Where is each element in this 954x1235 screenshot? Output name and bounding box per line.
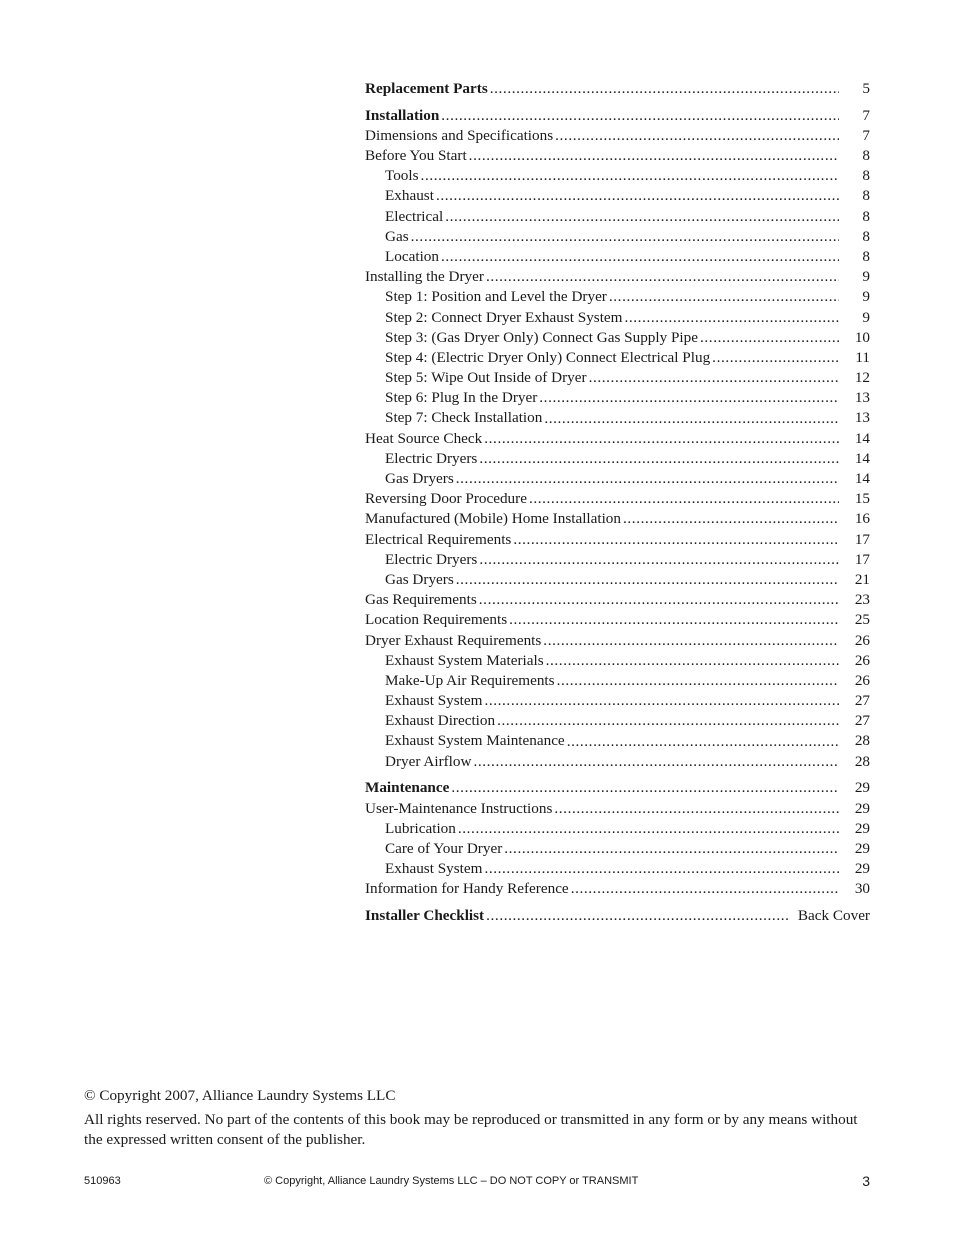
toc-entry	[365, 752, 870, 772]
toc-dot-leader	[554, 799, 839, 819]
toc-entry-title: Electrical Requirements	[365, 530, 512, 548]
toc-entry	[365, 166, 870, 186]
toc-entry	[365, 610, 870, 630]
toc-entry	[365, 530, 870, 550]
toc-entry-page: 17	[854, 550, 870, 568]
toc-entry-title: Reversing Door Procedure	[365, 490, 527, 508]
toc-entry-page: 8	[862, 187, 870, 205]
toc-entry-title: Information for Handy Reference	[365, 880, 569, 898]
toc-entry-page: 29	[854, 819, 870, 837]
toc-dot-leader	[624, 308, 839, 328]
toc-entry	[365, 146, 870, 166]
toc-entry-page: 9	[862, 308, 870, 326]
toc-entry-title: Step 5: Wipe Out Inside of Dryer	[385, 369, 587, 387]
toc-dot-leader	[544, 409, 839, 429]
toc-entry-title: Dimensions and Specifications	[365, 126, 554, 144]
toc-entry-page: 29	[854, 839, 870, 857]
toc-dot-leader	[484, 691, 839, 711]
toc-entry	[365, 227, 870, 247]
toc-entry-title: Gas Requirements	[365, 591, 477, 609]
toc-dot-leader	[436, 186, 839, 206]
toc-entry-page: 14	[854, 429, 870, 447]
toc-entry-title: Dryer Airflow	[385, 752, 472, 770]
toc-entry	[365, 207, 870, 227]
toc-entry-title: Replacement Parts	[365, 79, 488, 97]
toc-entry-title: Exhaust System Maintenance	[385, 732, 565, 750]
toc-entry	[365, 509, 870, 529]
toc-entry	[365, 429, 870, 449]
toc-entry	[365, 287, 870, 307]
toc-dot-leader	[456, 570, 839, 590]
toc-entry-title: Before You Start	[365, 147, 467, 165]
toc-entry	[365, 308, 870, 328]
toc-dot-leader	[557, 671, 839, 691]
toc-entry-title: Installation	[365, 106, 440, 124]
toc-entry-page: 12	[854, 369, 870, 387]
toc-entry	[365, 799, 870, 819]
toc-entry-title: Maintenance	[365, 779, 450, 797]
toc-entry-page: 27	[854, 712, 870, 730]
toc-entry	[365, 388, 870, 408]
toc-dot-leader	[479, 590, 839, 610]
toc-entry-page: 8	[862, 227, 870, 245]
toc-entry-title: Step 1: Position and Level the Dryer	[385, 288, 607, 306]
toc-entry-title: Exhaust	[385, 187, 434, 205]
toc-dot-leader	[623, 509, 839, 529]
toc-entry-title: Make-Up Air Requirements	[385, 671, 555, 689]
toc-entry-title: Electric Dryers	[385, 550, 478, 568]
toc-dot-leader	[546, 651, 839, 671]
toc-entry-page: 8	[862, 207, 870, 225]
toc-entry	[365, 778, 870, 798]
toc-entry-page: 16	[854, 510, 870, 528]
toc-entry-page: 8	[862, 167, 870, 185]
toc-entry-page: 8	[862, 147, 870, 165]
toc-dot-leader	[567, 732, 839, 752]
toc-entry-title: Exhaust System Materials	[385, 651, 544, 669]
toc-dot-leader	[421, 166, 839, 186]
toc-entry	[365, 348, 870, 368]
toc-entry-page: 29	[854, 860, 870, 878]
toc-entry	[365, 671, 870, 691]
toc-entry	[365, 328, 870, 348]
toc-dot-leader	[497, 711, 839, 731]
toc-entry	[365, 691, 870, 711]
toc-entry-page: 8	[862, 247, 870, 265]
toc-dot-leader	[486, 267, 839, 287]
table-of-contents	[365, 79, 870, 926]
toc-entry-title: Step 4: (Electric Dryer Only) Connect Electrical Plug	[385, 348, 711, 366]
toc-dot-leader	[504, 839, 839, 859]
toc-entry-page: 9	[862, 288, 870, 306]
toc-entry-title: Manufactured (Mobile) Home Installation	[365, 510, 621, 528]
toc-dot-leader	[456, 469, 839, 489]
toc-dot-leader	[479, 550, 839, 570]
toc-entry	[365, 409, 870, 429]
toc-dot-leader	[571, 879, 839, 899]
toc-entry	[365, 449, 870, 469]
toc-entry	[365, 186, 870, 206]
toc-entry-title: Gas	[385, 227, 409, 245]
toc-entry-title: Dryer Exhaust Requirements	[365, 631, 542, 649]
toc-dot-leader	[589, 368, 839, 388]
toc-entry	[365, 651, 870, 671]
toc-dot-leader	[490, 79, 839, 99]
toc-entry-page: 29	[854, 799, 870, 817]
toc-entry	[365, 550, 870, 570]
toc-entry-title: Exhaust System	[385, 860, 483, 878]
rights-statement: All rights reserved. No part of the contents of this book may be reproduced or transmitted in any form or by any means without the expressed written consent of the publisher.	[84, 1111, 858, 1148]
toc-entry-title: Care of Your Dryer	[385, 839, 503, 857]
toc-entry-title: Electric Dryers	[385, 449, 478, 467]
copyright-block	[84, 1086, 864, 1150]
toc-dot-leader	[451, 778, 839, 798]
toc-entry-page: 25	[854, 611, 870, 629]
toc-entry-page: 29	[854, 779, 870, 797]
toc-dot-leader	[445, 207, 839, 227]
toc-entry-page: 7	[862, 126, 870, 144]
toc-entry-page: 9	[862, 268, 870, 286]
page-number: 3	[862, 1173, 870, 1189]
toc-dot-leader	[609, 287, 839, 307]
toc-entry	[365, 906, 870, 926]
toc-entry-title: Gas Dryers	[385, 570, 454, 588]
toc-dot-leader	[441, 106, 839, 126]
toc-entry-title: Location Requirements	[365, 611, 508, 629]
toc-entry-title: Step 7: Check Installation	[385, 409, 543, 427]
toc-entry-title: Gas Dryers	[385, 470, 454, 488]
toc-entry	[365, 732, 870, 752]
toc-entry-title: Step 2: Connect Dryer Exhaust System	[385, 308, 623, 326]
toc-entry-title: Exhaust System	[385, 692, 483, 710]
toc-dot-leader	[543, 631, 839, 651]
toc-entry	[365, 469, 870, 489]
toc-entry-page: 5	[862, 79, 870, 97]
toc-dot-leader	[473, 752, 839, 772]
toc-dot-leader	[700, 328, 839, 348]
toc-dot-leader	[479, 449, 839, 469]
toc-entry-page: 26	[854, 671, 870, 689]
toc-entry	[365, 859, 870, 879]
toc-entry-title: Step 3: (Gas Dryer Only) Connect Gas Supply Pipe	[385, 328, 698, 346]
toc-entry	[365, 631, 870, 651]
copyright-line: © Copyright 2007, Alliance Laundry Systems LLC	[84, 1087, 396, 1104]
toc-dot-leader	[484, 859, 839, 879]
toc-dot-leader	[458, 819, 839, 839]
toc-entry-title: Exhaust Direction	[385, 712, 496, 730]
toc-entry	[365, 711, 870, 731]
toc-entry	[365, 570, 870, 590]
toc-dot-leader	[411, 227, 839, 247]
toc-entry-page: 11	[855, 348, 870, 366]
toc-entry-page: 17	[854, 530, 870, 548]
toc-entry-page: 28	[854, 752, 870, 770]
toc-dot-leader	[555, 126, 839, 146]
toc-entry-title: Tools	[385, 167, 419, 185]
toc-entry-title: Electrical	[385, 207, 444, 225]
copyright-notice: © Copyright, Alliance Laundry Systems LLC – DO NOT COPY or TRANSMIT	[264, 1175, 639, 1187]
toc-dot-leader	[712, 348, 839, 368]
toc-entry	[365, 247, 870, 267]
toc-entry	[365, 590, 870, 610]
toc-entry	[365, 126, 870, 146]
toc-dot-leader	[529, 489, 839, 509]
toc-entry	[365, 819, 870, 839]
toc-entry-title: Location	[385, 247, 439, 265]
toc-entry-page: 14	[854, 470, 870, 488]
toc-dot-leader	[441, 247, 839, 267]
toc-entry	[365, 839, 870, 859]
toc-entry-page: 7	[862, 106, 870, 124]
toc-entry-page: Back Cover	[797, 906, 870, 924]
toc-entry	[365, 267, 870, 287]
toc-entry-title: User-Maintenance Instructions	[365, 799, 553, 817]
toc-dot-leader	[486, 906, 789, 926]
toc-entry-page: 13	[854, 409, 870, 427]
toc-entry-page: 27	[854, 692, 870, 710]
toc-entry	[365, 368, 870, 388]
toc-entry-page: 28	[854, 732, 870, 750]
toc-entry-page: 23	[854, 591, 870, 609]
toc-entry-title: Lubrication	[385, 819, 456, 837]
toc-entry-page: 30	[854, 880, 870, 898]
toc-dot-leader	[513, 530, 839, 550]
toc-entry-page: 26	[854, 651, 870, 669]
toc-entry-title: Installer Checklist	[365, 906, 485, 924]
toc-dot-leader	[509, 610, 839, 630]
page-footer	[84, 1173, 870, 1193]
toc-entry-page: 13	[854, 389, 870, 407]
document-number: 510963	[84, 1175, 121, 1187]
toc-entry-page: 14	[854, 449, 870, 467]
toc-entry	[365, 879, 870, 899]
toc-entry-page: 21	[854, 570, 870, 588]
toc-entry-title: Step 6: Plug In the Dryer	[385, 389, 538, 407]
toc-entry-page: 10	[854, 328, 870, 346]
toc-entry	[365, 79, 870, 99]
toc-dot-leader	[539, 388, 839, 408]
toc-dot-leader	[484, 429, 839, 449]
toc-entry	[365, 106, 870, 126]
toc-dot-leader	[469, 146, 839, 166]
toc-entry-page: 15	[854, 490, 870, 508]
toc-entry-page: 26	[854, 631, 870, 649]
toc-entry-title: Installing the Dryer	[365, 268, 484, 286]
toc-entry-title: Heat Source Check	[365, 429, 483, 447]
toc-entry	[365, 489, 870, 509]
